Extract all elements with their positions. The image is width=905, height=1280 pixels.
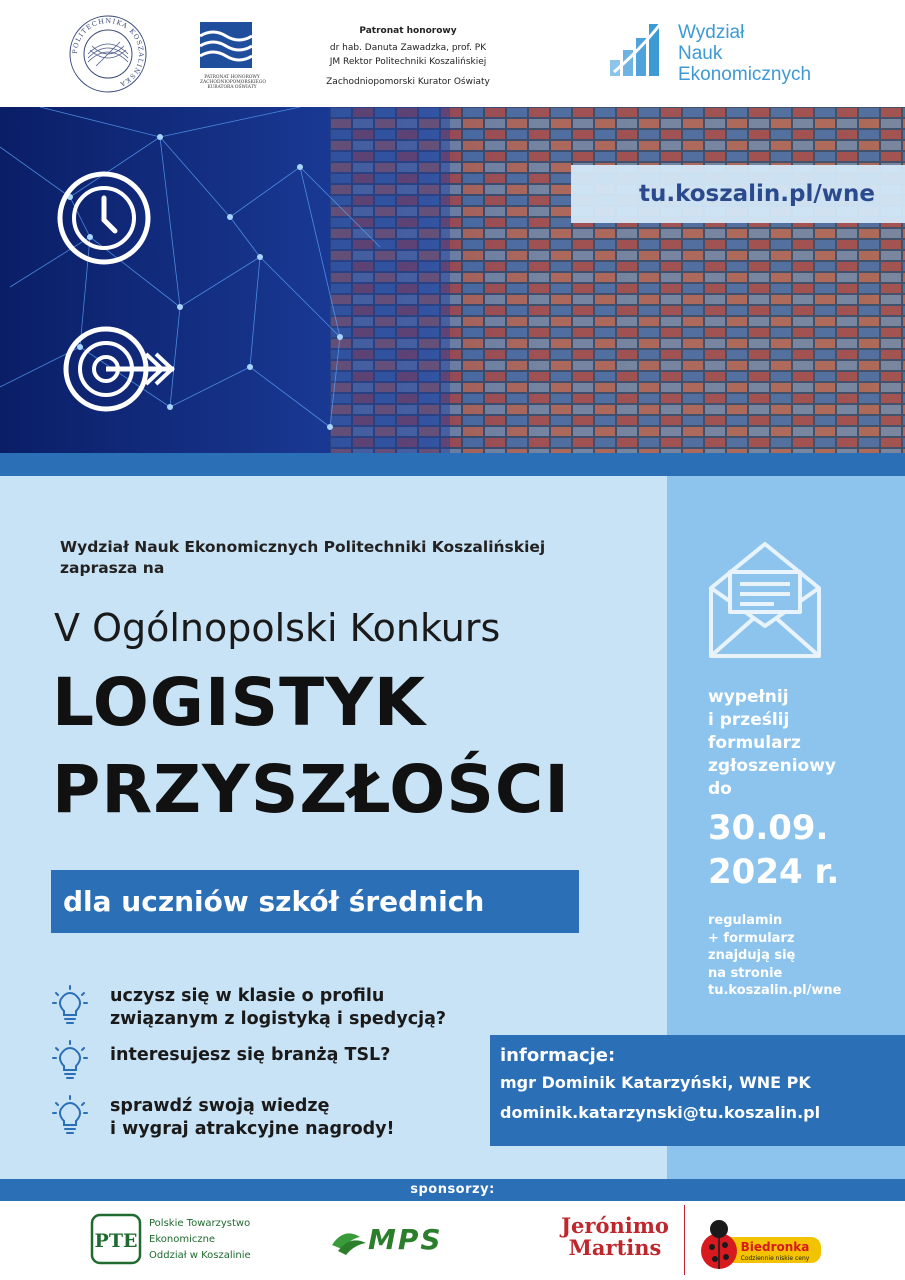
- rules-line: na stronie: [708, 965, 783, 981]
- pte-name-line: Polskie Towarzystwo: [149, 1218, 251, 1229]
- invitation-text: [60, 537, 660, 579]
- contest-title-line2: PRZYSZŁOŚCI: [52, 751, 570, 828]
- wne-name-line: Nauk: [678, 43, 723, 64]
- rules-url-link[interactable]: tu.koszalin.pl/wne: [708, 983, 842, 998]
- bullet-line: sprawdź swoją wiedzę: [110, 1096, 330, 1116]
- audience-banner: dla uczniów szkół średnich: [51, 870, 579, 933]
- lightbulb-icon: [52, 1095, 88, 1135]
- patronage-line: Zachodniopomorski Kurator Oświaty: [326, 77, 490, 87]
- honorary-patronage: [300, 24, 516, 89]
- pk-ring-text: POLITECHNIKA KOSZALIŃSKA: [70, 16, 146, 89]
- bullet-line: i wygraj atrakcyjne nagrody!: [110, 1119, 395, 1139]
- deadline-line: 30.09.: [708, 808, 829, 848]
- deadline-date: [708, 806, 839, 894]
- cta-line: wypełnij: [708, 687, 789, 707]
- mps-logo[interactable]: [330, 1217, 475, 1257]
- kurator-oswiaty-logo: [200, 22, 264, 92]
- envelope-icon: [708, 540, 822, 660]
- cta-line: zgłoszeniowy: [708, 756, 836, 776]
- biedronka-logo[interactable]: [695, 1211, 825, 1271]
- cta-line: formularz: [708, 733, 801, 753]
- pte-mark-text: PTE: [94, 1230, 138, 1252]
- biedronka-slogan: Codziennie niskie ceny: [740, 1255, 810, 1262]
- hero-banner: [0, 107, 905, 453]
- jm-line: Martins: [568, 1235, 662, 1260]
- contest-subtitle: V Ogólnopolski Konkurs: [54, 606, 501, 650]
- bullet-line: związanym z logistyką i spedycją?: [110, 1009, 447, 1029]
- rules-line: znajdują się: [708, 948, 796, 963]
- lightbulb-icon: [52, 1040, 88, 1080]
- rules-line: + formularz: [708, 930, 795, 946]
- bullet-line: interesujesz się branżą TSL?: [110, 1045, 391, 1065]
- contact-info-box: [490, 1035, 905, 1146]
- target-arrow-icon: [62, 324, 182, 414]
- sponsors-label: sponsorzy:: [0, 1179, 905, 1201]
- header: [0, 0, 905, 107]
- invitation-line: Wydział Nauk Ekonomicznych Politechniki Koszalińskiej: [60, 538, 546, 556]
- sponsor-divider: [684, 1205, 685, 1275]
- form-call-to-action: [708, 686, 836, 801]
- invitation-line: zaprasza na: [60, 559, 165, 577]
- pte-name-line: Ekonomiczne: [149, 1234, 216, 1245]
- contact-heading: informacje:: [500, 1045, 616, 1066]
- wne-name-line: Wydział: [678, 22, 745, 43]
- kurator-caption: PATRONAT HONOROWY ZACHODNIOPOMORSKIEGO KURATORA OŚWIATY: [200, 75, 266, 90]
- pte-mark-icon: [90, 1213, 142, 1265]
- lightbulb-icon: [52, 985, 88, 1025]
- bullet-line: uczysz się w klasie o profilu: [110, 986, 385, 1006]
- cta-line: i prześlij: [708, 710, 790, 730]
- pte-logo[interactable]: [90, 1213, 270, 1269]
- website-url-badge[interactable]: tu.koszalin.pl/wne: [571, 165, 905, 223]
- patronage-line: JM Rektor Politechniki Koszalińskiej: [329, 57, 487, 67]
- rules-line: regulamin: [708, 913, 783, 928]
- biedronka-wordmark: Biedronka: [740, 1240, 810, 1254]
- wne-logo: [610, 20, 820, 90]
- clock-icon: [57, 171, 151, 265]
- wne-name-line: Ekonomicznych: [678, 64, 812, 85]
- jeronimo-martins-logo[interactable]: [555, 1215, 675, 1259]
- patronage-title: Patronat honorowy: [359, 26, 457, 36]
- sponsors-footer: [0, 1201, 905, 1280]
- contact-person: mgr Dominik Katarzyński, WNE PK: [500, 1073, 811, 1092]
- contact-email-link[interactable]: dominik.katarzynski@tu.koszalin.pl: [500, 1103, 821, 1122]
- contest-title-line1: LOGISTYK: [52, 664, 427, 741]
- patronage-line: dr hab. Danuta Zawadzka, prof. PK: [329, 43, 487, 53]
- mps-wordmark: MPS: [368, 1223, 443, 1256]
- politechnika-koszalinska-logo: [68, 14, 148, 94]
- jm-line: Jerónimo: [561, 1213, 669, 1238]
- deadline-line: 2024 r.: [708, 852, 840, 892]
- divider-band: [0, 453, 905, 476]
- rules-note: [708, 912, 841, 1000]
- pte-name-line: Oddział w Koszalinie: [149, 1250, 251, 1261]
- cta-line: do: [708, 779, 732, 799]
